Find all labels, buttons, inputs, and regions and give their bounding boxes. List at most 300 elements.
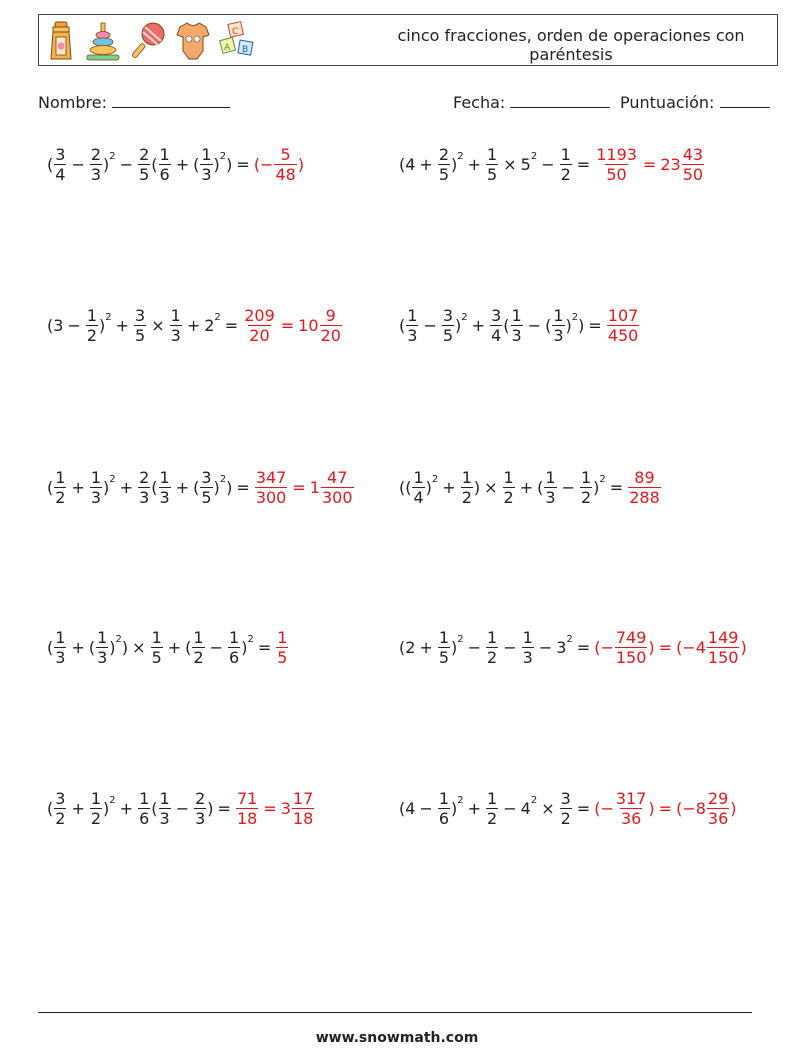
denominator: 3 (201, 165, 212, 184)
denominator: 2 (55, 488, 66, 507)
math-token: (4 (399, 155, 416, 174)
math-token: + (115, 316, 130, 335)
fraction (486, 145, 498, 184)
denominator: 3 (90, 165, 102, 184)
denominator: 48 (275, 165, 296, 184)
svg-text:C: C (232, 27, 239, 37)
numerator: 3 (560, 789, 571, 808)
numerator: 29 (707, 789, 729, 808)
problem-1 (47, 145, 304, 184)
problem-4 (399, 306, 640, 345)
math-token: (−8 (676, 799, 706, 818)
svg-text:A: A (224, 43, 231, 53)
answer (275, 628, 289, 667)
exponent: 2 (530, 151, 538, 162)
name-blank[interactable] (112, 95, 230, 108)
numerator: 9 (325, 306, 336, 325)
math-token: 10 (298, 316, 319, 335)
denominator: 2 (90, 809, 102, 828)
fraction (90, 468, 102, 507)
math-token: (2 (399, 638, 416, 657)
fraction (90, 145, 102, 184)
expression (47, 145, 254, 184)
math-token: − (419, 799, 433, 818)
numerator: 107 (607, 306, 639, 325)
denominator: 3 (195, 809, 206, 828)
expression (399, 628, 594, 667)
fraction (54, 789, 66, 828)
numerator: 1 (277, 628, 288, 647)
fraction (170, 306, 182, 345)
denominator: 300 (255, 488, 287, 507)
math-token: + (119, 478, 134, 497)
numerator: 17 (292, 789, 314, 808)
fraction (86, 306, 98, 345)
math-token: − (423, 316, 437, 335)
fraction (595, 145, 638, 184)
math-token: ) (226, 478, 233, 497)
expression (47, 628, 275, 667)
numerator: 1 (55, 628, 66, 647)
math-token: + (175, 155, 190, 174)
math-token: ) (213, 155, 220, 174)
numerator: 3 (442, 306, 454, 325)
numerator: 47 (327, 468, 348, 487)
numerator: 71 (236, 789, 258, 808)
fraction (274, 145, 296, 184)
fraction (442, 306, 454, 345)
denominator: 2 (193, 648, 204, 667)
fraction (159, 789, 171, 828)
fraction (320, 306, 342, 345)
header-icons (47, 21, 257, 61)
denominator: 18 (236, 809, 258, 828)
math-token: + (71, 478, 85, 497)
denominator: 6 (229, 648, 240, 667)
denominator: 6 (438, 809, 450, 828)
problem-9 (47, 789, 315, 828)
math-token: ) (648, 799, 655, 818)
math-token: ) (103, 478, 110, 497)
fraction (138, 789, 150, 828)
denominator: 5 (151, 648, 162, 667)
exponent: 2 (457, 151, 464, 162)
expression (47, 468, 254, 507)
numerator: 3 (135, 306, 146, 325)
problem-7 (47, 628, 289, 667)
denominator: 4 (491, 326, 502, 345)
math-token: − (67, 316, 81, 335)
footer-website: www.snowmath.com (315, 1030, 479, 1046)
denominator: 3 (553, 326, 564, 345)
fraction (438, 145, 450, 184)
exponent: 2 (530, 795, 538, 806)
baby-onesie-icon (176, 21, 210, 61)
denominator: 2 (487, 809, 498, 828)
numerator: 1 (438, 789, 450, 808)
numerator: 3 (55, 789, 66, 808)
expression (399, 145, 594, 184)
math-token: − (209, 638, 223, 657)
math-token: (− (594, 799, 614, 818)
expression (399, 468, 627, 507)
math-token: + (419, 638, 433, 657)
problem-6 (399, 468, 662, 507)
exponent: 2 (431, 474, 439, 485)
math-token: + (71, 638, 85, 657)
denominator: 3 (159, 809, 170, 828)
denominator: 3 (90, 488, 102, 507)
fraction (200, 468, 212, 507)
math-token: − (71, 155, 85, 174)
problem-5 (47, 468, 355, 507)
math-token: (3 (47, 316, 64, 335)
expression (399, 306, 606, 345)
date-blank[interactable] (510, 95, 610, 108)
math-token: × (484, 478, 498, 497)
exponent: 2 (105, 312, 112, 323)
fraction (486, 628, 498, 667)
math-token: ( (399, 316, 406, 335)
numerator: 1 (438, 628, 450, 647)
numerator: 1 (139, 789, 150, 808)
denominator: 5 (442, 326, 454, 345)
math-token: ) (473, 478, 481, 497)
math-token: + (442, 478, 456, 497)
math-token: ( (545, 316, 552, 335)
math-token: − (541, 155, 555, 174)
fraction (243, 306, 276, 345)
numerator: 1 (55, 468, 66, 487)
denominator: 20 (249, 326, 270, 345)
math-token: ( (151, 799, 158, 818)
math-token: ) (99, 316, 106, 335)
math-token: ) (213, 478, 220, 497)
numerator: 209 (244, 306, 275, 325)
math-token: ) (226, 155, 233, 174)
denominator: 2 (86, 326, 98, 345)
score-blank[interactable] (720, 95, 770, 108)
answer (594, 145, 705, 184)
exponent: 2 (219, 474, 227, 485)
fraction (134, 306, 146, 345)
math-token: = (642, 155, 657, 174)
math-token: − (538, 638, 553, 657)
math-token: 4 (520, 799, 531, 818)
exponent: 2 (599, 474, 606, 485)
answer (594, 628, 746, 667)
math-token: ( (503, 316, 510, 335)
worksheet-title: cinco fracciones, orden de operaciones con paréntesis (397, 26, 745, 64)
fraction (200, 145, 212, 184)
math-token: = (588, 316, 602, 335)
score-field (620, 93, 770, 112)
numerator: 1 (159, 789, 170, 808)
date-field (453, 93, 610, 112)
math-token: ) (207, 799, 214, 818)
math-token: ( (47, 155, 54, 174)
numerator: 1 (151, 628, 162, 647)
math-token: ) (593, 478, 600, 497)
math-token: ( (88, 638, 96, 657)
denominator: 3 (170, 326, 181, 345)
math-token: − (119, 155, 134, 174)
math-token: (4 (399, 799, 416, 818)
numerator: 1 (229, 628, 240, 647)
math-token: = (280, 316, 295, 335)
fraction (560, 789, 572, 828)
numerator: 2 (139, 468, 150, 487)
math-token: ( (47, 478, 54, 497)
exponent: 2 (109, 795, 116, 806)
fraction (486, 789, 498, 828)
math-token: = (576, 799, 591, 818)
math-token: 3 (556, 638, 567, 657)
fraction (503, 468, 515, 507)
date-label: Fecha: (453, 93, 506, 112)
numerator: 1 (159, 468, 170, 487)
numerator: 2 (139, 145, 150, 164)
fraction (194, 789, 206, 828)
fraction (707, 789, 729, 828)
math-token: 23 (660, 155, 681, 174)
fraction (607, 306, 640, 345)
denominator: 2 (487, 648, 498, 667)
problem-2 (399, 145, 705, 184)
denominator: 5 (201, 488, 212, 507)
denominator: 50 (682, 165, 704, 184)
math-token: ) (103, 155, 110, 174)
math-token: = (609, 478, 624, 497)
fraction (406, 306, 418, 345)
denominator: 3 (159, 488, 170, 507)
fraction (615, 789, 648, 828)
denominator: 20 (320, 326, 341, 345)
fraction (255, 468, 288, 507)
math-token: = (236, 155, 250, 174)
denominator: 3 (545, 488, 556, 507)
math-token: ) (565, 316, 572, 335)
denominator: 5 (139, 165, 150, 184)
math-token: × (132, 638, 146, 657)
fraction (412, 468, 424, 507)
denominator: 36 (707, 809, 729, 828)
numerator: 1 (201, 145, 212, 164)
rattle-icon (131, 21, 167, 61)
denominator: 450 (607, 326, 639, 345)
numerator: 1 (90, 468, 102, 487)
numerator: 1 (511, 306, 522, 325)
fraction (159, 145, 171, 184)
answer (235, 789, 315, 828)
fraction (151, 628, 163, 667)
math-token: × (151, 316, 165, 335)
exponent: 2 (219, 151, 227, 162)
fraction (321, 468, 354, 507)
fraction (276, 628, 288, 667)
abc-blocks-icon (219, 21, 257, 61)
exponent: 2 (109, 151, 116, 162)
fraction (461, 468, 473, 507)
math-token: ( (151, 155, 158, 174)
numerator: 1 (413, 468, 424, 487)
expression (399, 789, 594, 828)
answer (254, 468, 355, 507)
footer-divider (38, 1012, 752, 1013)
math-token: ) (121, 638, 129, 657)
numerator: 1 (159, 145, 170, 164)
math-token: = (224, 316, 239, 335)
fraction (54, 628, 66, 667)
denominator: 2 (461, 488, 472, 507)
fraction (54, 468, 66, 507)
fraction (438, 628, 450, 667)
math-token: 2 (204, 316, 215, 335)
numerator: 2 (90, 145, 102, 164)
numerator: 1 (407, 306, 418, 325)
problem-10 (399, 789, 737, 828)
exponent: 2 (571, 312, 579, 323)
math-token: (( (399, 478, 412, 497)
math-token: + (175, 478, 190, 497)
denominator: 5 (277, 648, 288, 667)
numerator: 2 (195, 789, 206, 808)
exponent: 2 (115, 634, 122, 645)
math-token: ) (451, 155, 458, 174)
denominator: 2 (55, 809, 66, 828)
baby-bottle-icon (47, 21, 75, 61)
numerator: 149 (707, 628, 739, 647)
math-token: ) (109, 638, 116, 657)
math-token: = (263, 799, 277, 818)
math-token: = (576, 155, 591, 174)
fraction (96, 628, 108, 667)
denominator: 5 (438, 648, 450, 667)
answer (606, 306, 641, 345)
fraction (236, 789, 258, 828)
exponent: 2 (461, 312, 468, 323)
fraction (511, 306, 523, 345)
math-token: + (519, 478, 534, 497)
numerator: 89 (634, 468, 655, 487)
expression (47, 306, 242, 345)
math-token: + (471, 316, 486, 335)
name-field (38, 93, 230, 112)
denominator: 5 (135, 326, 146, 345)
math-token: − (503, 638, 517, 657)
math-token: = (236, 478, 250, 497)
numerator: 1 (461, 468, 472, 487)
answer (627, 468, 662, 507)
answer (254, 145, 304, 184)
fraction (159, 468, 171, 507)
denominator: 50 (606, 165, 627, 184)
denominator: 300 (321, 488, 353, 507)
fraction (490, 306, 502, 345)
denominator: 288 (629, 488, 660, 507)
denominator: 6 (159, 165, 170, 184)
answer (594, 789, 736, 828)
name-label: Nombre: (38, 93, 107, 112)
math-token: ( (47, 638, 54, 657)
numerator: 1 (580, 468, 592, 487)
fraction (560, 145, 572, 184)
numerator: 1 (487, 145, 498, 164)
fraction (228, 628, 240, 667)
denominator: 4 (413, 488, 424, 507)
math-token: ( (537, 478, 544, 497)
worksheet-header (38, 14, 778, 66)
math-token: ( (47, 799, 54, 818)
fraction (522, 628, 534, 667)
math-token: = (658, 799, 673, 818)
fraction (138, 468, 150, 507)
exponent: 2 (214, 312, 221, 323)
numerator: 1 (487, 789, 498, 808)
numerator: 317 (615, 789, 647, 808)
numerator: 5 (280, 145, 291, 164)
math-token: = (292, 478, 306, 497)
denominator: 3 (522, 648, 533, 667)
numerator: 2 (438, 145, 450, 164)
math-token: (− (253, 155, 274, 174)
math-token: ) (578, 316, 585, 335)
denominator: 2 (503, 488, 514, 507)
math-token: − (561, 478, 575, 497)
denominator: 150 (615, 648, 647, 667)
denominator: 3 (139, 488, 150, 507)
numerator: 1 (90, 789, 102, 808)
fraction (707, 628, 740, 667)
denominator: 5 (487, 165, 498, 184)
math-token: + (467, 799, 482, 818)
numerator: 3 (201, 468, 212, 487)
svg-text:B: B (242, 45, 249, 55)
math-token: + (186, 316, 201, 335)
numerator: 1 (97, 628, 108, 647)
math-token: ) (730, 799, 737, 818)
math-token: ) (648, 638, 655, 657)
math-token: ( (151, 478, 158, 497)
denominator: 2 (560, 165, 571, 184)
numerator: 347 (255, 468, 287, 487)
denominator: 5 (438, 165, 450, 184)
denominator: 3 (97, 648, 108, 667)
math-token: ) (297, 155, 305, 174)
exponent: 2 (566, 634, 573, 645)
math-token: (−4 (676, 638, 706, 657)
denominator: 36 (620, 809, 642, 828)
numerator: 1 (560, 145, 571, 164)
denominator: 4 (55, 165, 66, 184)
expression (47, 789, 235, 828)
numerator: 1 (170, 306, 181, 325)
math-token: − (175, 799, 190, 818)
math-token: ) (455, 316, 462, 335)
exponent: 2 (247, 634, 254, 645)
math-token: ) (103, 799, 110, 818)
numerator: 3 (55, 145, 66, 164)
math-token: + (167, 638, 182, 657)
numerator: 1 (522, 628, 533, 647)
math-token: − (527, 316, 542, 335)
denominator: 6 (139, 809, 150, 828)
fraction (90, 789, 102, 828)
math-token: ) (740, 638, 747, 657)
math-token: + (71, 799, 85, 818)
fraction (580, 468, 592, 507)
exponent: 2 (457, 795, 464, 806)
